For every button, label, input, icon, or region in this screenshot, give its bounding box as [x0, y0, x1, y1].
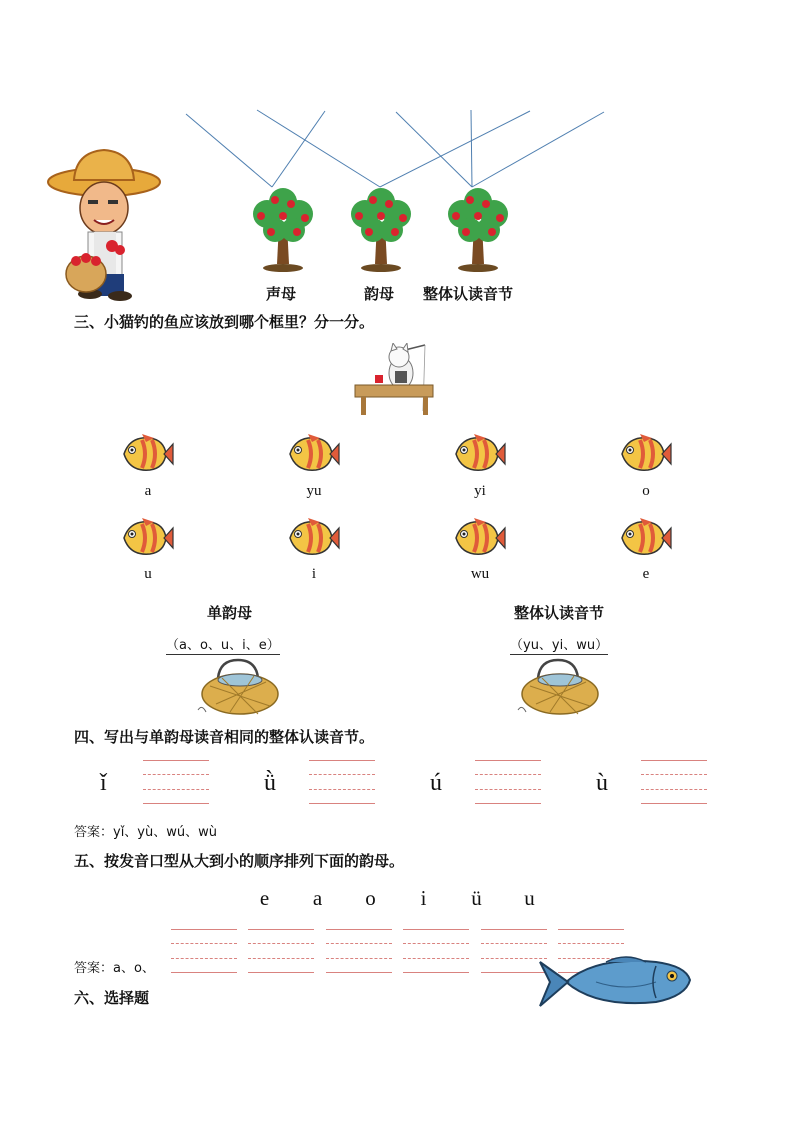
basket-right-icon: [516, 656, 602, 718]
fish-icon: [452, 432, 506, 476]
section5-answer: 答案：a、o、: [74, 961, 155, 976]
writing-lines[interactable]: [309, 760, 375, 804]
fish-label: wu: [470, 566, 490, 582]
fish-label: a: [144, 483, 152, 499]
vowel: ü: [471, 886, 482, 910]
vowel: e: [259, 886, 270, 910]
vowel: o: [365, 886, 376, 910]
fish-label: o: [642, 483, 650, 499]
fish-icon: [286, 432, 340, 476]
writing-lines[interactable]: [143, 760, 209, 804]
basket-left-title: 单韵母: [207, 604, 253, 622]
fish-label: yu: [306, 483, 322, 499]
fish-icon: [618, 432, 672, 476]
vowel: i: [420, 886, 427, 910]
fish-icon: [452, 516, 506, 560]
section6-heading: 六、选择题: [74, 989, 150, 1007]
basket-left-icon: [196, 656, 282, 718]
writing-lines[interactable]: [171, 929, 237, 973]
tone-letter: ù: [596, 770, 608, 796]
fish-icon: [618, 516, 672, 560]
basket-left-content: （a、o、u、i、e）: [166, 634, 280, 655]
section4-heading: 四、写出与单韵母读音相同的整体认读音节。: [74, 728, 375, 746]
tree-yunmu: [343, 184, 419, 272]
writing-lines[interactable]: [248, 929, 314, 973]
fish-label: u: [144, 566, 152, 582]
basket-right-content: （yu、yi、wu）: [510, 634, 608, 655]
section3-heading: 三、小猫钓的鱼应该放到哪个框里？分一分。: [74, 313, 375, 331]
farmer-illustration: [46, 146, 166, 304]
fish-label: yi: [474, 483, 486, 499]
tone-letter: ǜ: [264, 770, 276, 796]
fish-icon: [120, 432, 174, 476]
tone-letter: ú: [430, 770, 442, 796]
basket-right-title: 整体认读音节: [514, 604, 605, 622]
tone-letter: ǐ: [100, 770, 107, 796]
tree-label-yunmu: 韵母: [364, 285, 395, 303]
writing-lines[interactable]: [475, 760, 541, 804]
writing-lines[interactable]: [641, 760, 707, 804]
fish-icon: [286, 516, 340, 560]
fish-label: e: [642, 566, 650, 582]
vowel: a: [312, 886, 323, 910]
fish-label: i: [311, 566, 317, 582]
section5-heading: 五、按发音口型从大到小的顺序排列下面的韵母。: [74, 852, 405, 870]
tree-shengmu: [245, 184, 321, 272]
vowel: u: [524, 886, 535, 910]
fish-icon: [120, 516, 174, 560]
writing-lines[interactable]: [403, 929, 469, 973]
fishing-cat-illustration: [353, 343, 437, 417]
blue-fish-illustration: [536, 952, 694, 1010]
tree-label-zhengti: 整体认读音节: [423, 285, 514, 303]
vowel-row: [238, 886, 556, 911]
writing-lines[interactable]: [326, 929, 392, 973]
tree-zhengti: [440, 184, 516, 272]
tree-label-shengmu: 声母: [266, 285, 297, 303]
section4-answer: 答案：yǐ、yù、wú、wù: [74, 825, 217, 840]
